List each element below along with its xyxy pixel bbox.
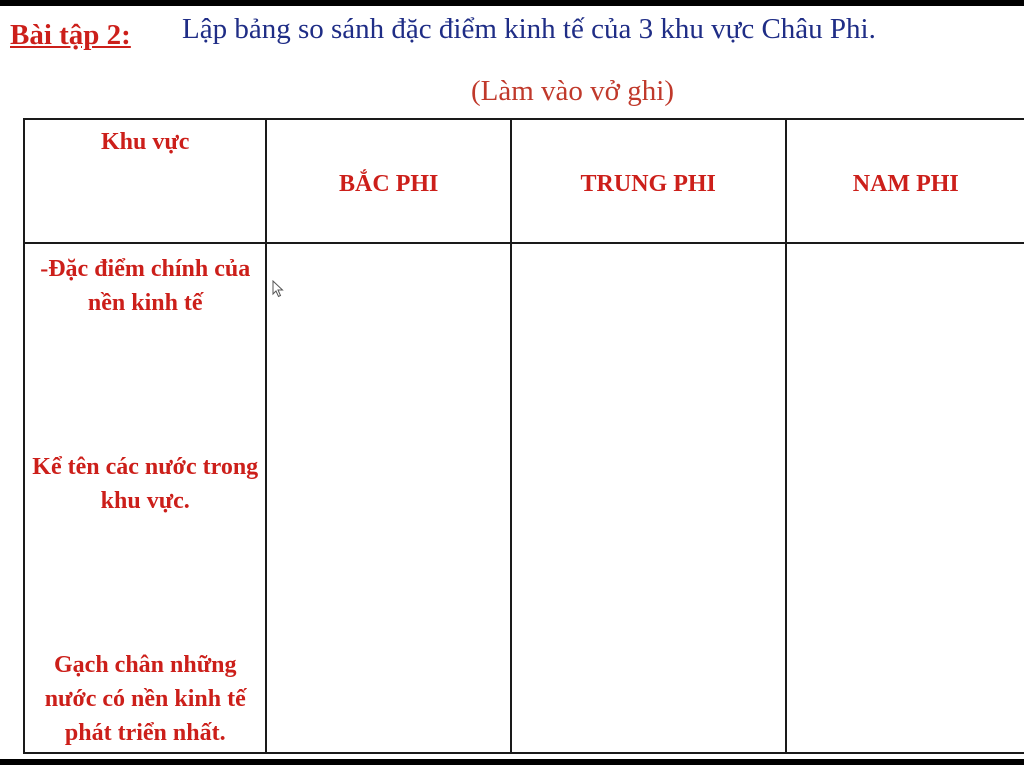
criteria-item: Gạch chân những nước có nền kinh tế phát triển nhất. (44, 652, 246, 746)
table-body-row (24, 243, 1024, 753)
comparison-table (23, 118, 1024, 754)
mouse-pointer-icon (272, 280, 284, 298)
corner-cell (24, 119, 266, 243)
corner-label: Khu vực (101, 129, 190, 155)
criteria-item: -Đặc điểm chính của nền kinh tế (40, 256, 251, 316)
column-header-label: NAM PHI (852, 171, 959, 197)
exercise-subtitle: (Làm vào vở ghi) (471, 75, 674, 107)
criteria-item: Kể tên các nước trong khu vực. (32, 454, 259, 514)
criteria-cell (24, 243, 266, 753)
slide (0, 6, 1024, 759)
table-header-row (24, 119, 1024, 243)
column-header-trung-phi (511, 119, 786, 243)
answer-cell-trung-phi[interactable] (511, 243, 786, 753)
answer-cell-nam-phi[interactable] (786, 243, 1024, 753)
exercise-title: Lập bảng so sánh đặc điểm kinh tế của 3 khu vực Châu Phi. (182, 13, 876, 45)
answer-cell-bac-phi[interactable] (266, 243, 510, 753)
column-header-label: BẮC PHI (339, 171, 439, 197)
column-header-bac-phi (266, 119, 510, 243)
column-header-label: TRUNG PHI (580, 171, 716, 197)
column-header-nam-phi (786, 119, 1024, 243)
exercise-label: Bài tập 2: (10, 19, 131, 51)
